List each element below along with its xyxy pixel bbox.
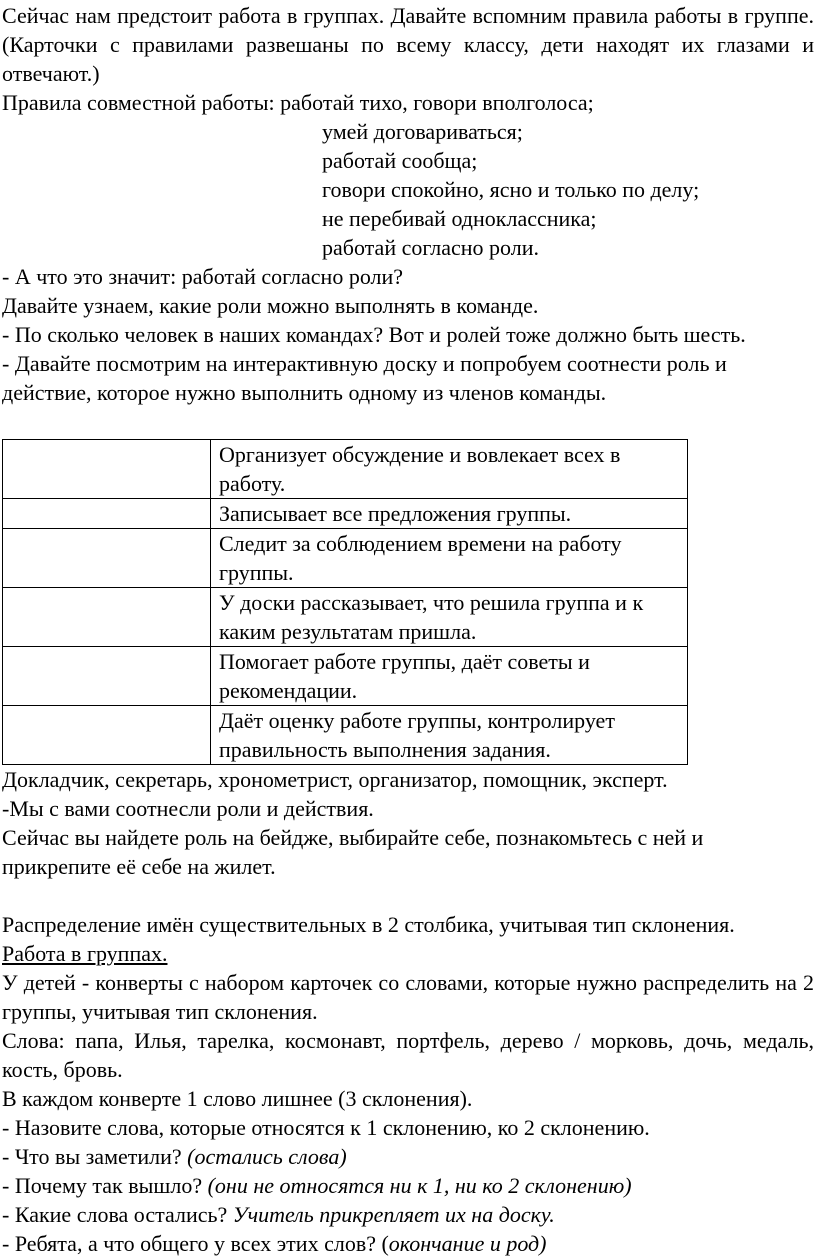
qa-line bbox=[2, 1200, 814, 1229]
roles-list: Докладчик, секретарь, хронометрист, организатор, помощник, эксперт. bbox=[2, 767, 668, 792]
answer-text: (они не относятся ни к 1, ни ко 2 склонению) bbox=[207, 1173, 632, 1198]
question-line: - Давайте посмотрим на интерактивную доску и попробуем соотнести роль и действие, которое нужно выполнить одному из членов команды. bbox=[2, 351, 727, 405]
action-cell: Записывает все предложения группы. bbox=[211, 499, 688, 529]
table-row bbox=[3, 706, 688, 765]
document-page bbox=[2, 1, 814, 1258]
rule-item: работай сообща; bbox=[322, 148, 478, 173]
table-row bbox=[3, 440, 688, 499]
rule-item: работай согласно роли. bbox=[322, 235, 540, 260]
rule-item: не перебивай одноклассника; bbox=[322, 206, 597, 231]
role-cell bbox=[3, 647, 211, 706]
answer-text: (остались слова) bbox=[187, 1144, 347, 1169]
role-cell bbox=[3, 440, 211, 499]
spacer bbox=[2, 407, 814, 436]
rules-lead: Правила совместной работы: работай тихо, говори вполголоса; bbox=[2, 90, 594, 115]
question-text: - Что вы заметили? bbox=[2, 1144, 188, 1169]
spacer bbox=[2, 881, 814, 910]
question-line: - А что это значит: работай согласно роли? bbox=[2, 264, 404, 289]
role-cell bbox=[3, 588, 211, 647]
table-row bbox=[3, 647, 688, 706]
text-line: -Мы с вами соотнесли роли и действия. bbox=[2, 796, 374, 821]
task-paragraph: В каждом конверте 1 слово лишнее (3 склонения). bbox=[2, 1086, 473, 1111]
rule-item: говори спокойно, ясно и только по делу; bbox=[322, 177, 700, 202]
qa-line bbox=[2, 1142, 814, 1171]
action-cell: Даёт оценку работе группы, контролирует правильность выполнения задания. bbox=[211, 706, 688, 765]
question-text: - Почему так вышло? bbox=[2, 1173, 208, 1198]
action-cell: У доски рассказывает, что решила группа и к каким результатам пришла. bbox=[211, 588, 688, 647]
answer-text: Учитель прикрепляет их на доску. bbox=[232, 1202, 555, 1227]
action-cell: Организует обсуждение и вовлекает всех в работу. bbox=[211, 440, 688, 499]
answer-text: окончание и род) bbox=[388, 1231, 547, 1256]
role-cell bbox=[3, 529, 211, 588]
question-text: - Какие слова остались? bbox=[2, 1202, 233, 1227]
question-line: - По сколько человек в наших командах? Вот и ролей тоже должно быть шесть. bbox=[2, 322, 746, 347]
table-row bbox=[3, 529, 688, 588]
rule-item: умей договариваться; bbox=[322, 119, 523, 144]
role-cell bbox=[3, 499, 211, 529]
question-line: Давайте узнаем, какие роли можно выполнять в команде. bbox=[2, 293, 539, 318]
roles-table bbox=[2, 439, 688, 765]
table-row bbox=[3, 588, 688, 647]
intro-paragraph: Сейчас нам предстоит работа в группах. Давайте вспомним правила работы в группе. (Карточки с правилами развешаны по всему классу, дети находят их глазами и отвечают.) bbox=[2, 3, 814, 86]
question-text: - Ребята, а что общего у всех этих слов? ( bbox=[2, 1231, 389, 1256]
task-title: Распределение имён существительных в 2 столбика, учитывая тип склонения. bbox=[2, 912, 735, 937]
action-cell: Помогает работе группы, даёт советы и рекомендации. bbox=[211, 647, 688, 706]
text-line: Сейчас вы найдете роль на бейдже, выбирайте себе, познакомьтесь с ней и прикрепите её себе на жилет. bbox=[2, 825, 704, 879]
task-paragraph: - Назовите слова, которые относятся к 1 склонению, ко 2 склонению. bbox=[2, 1115, 650, 1140]
task-paragraph: У детей - конверты с набором карточек со словами, которые нужно распределить на 2 группы, учитывая тип склонения. bbox=[2, 970, 814, 1024]
qa-line bbox=[2, 1171, 814, 1200]
task-paragraph: Слова: папа, Илья, тарелка, космонавт, портфель, дерево / морковь, дочь, медаль, кость, бровь. bbox=[2, 1028, 814, 1082]
table-row bbox=[3, 499, 688, 529]
action-cell: Следит за соблюдением времени на работу группы. bbox=[211, 529, 688, 588]
task-subtitle: Работа в группах. bbox=[2, 941, 168, 966]
role-cell bbox=[3, 706, 211, 765]
